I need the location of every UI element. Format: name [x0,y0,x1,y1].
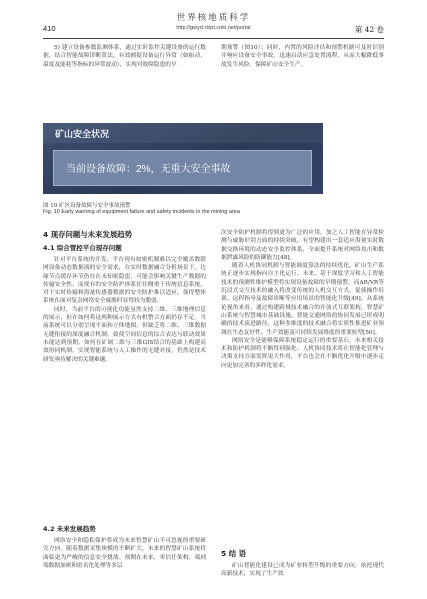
volume-label: 第 42 卷 [354,25,384,34]
status-text: 当前设备故障：2%，无重大安全事故 [66,164,231,175]
paragraph: 期预警（图10）；同时，内置的风险评估和预警机制可及时识别并响应设备安全事故，迅速启动应急处置流程，从而大幅降低事故发生风险，保障矿山安全生产。 [221,45,384,68]
section-heading: 4 现存问题与未来发展趋势 [43,230,133,239]
running-header [43,24,384,34]
paragraph: 针对平台系统的开发，平台现有如密机制难以完全覆盖数联网设备动态数据流的安全需求，在实时数据融合分析场景下，边缘节点缓存环节仍存在未知密隐患，可能会影响关键生产数据的传输安全性。而现有的安全防护体系往往侧重于传统信息系统，对于实时传输和海量传感器数据的安全防护难以适应，使得整体系统在面对复杂网络安全威胁时显得较为脆弱。 [43,257,206,305]
paragraph: 次安全防护机制将得到更为广泛的应用，加之人工智能在异常检测与威胁识别方面的持续突破，有望构建出一套适应海量实时数据交换环境的动态安全监控体系，全面提升系统对网络攻击和数据泄露风险的防御能力[48]。 [221,230,384,261]
left-column-4-1 [43,256,206,520]
right-column [221,229,384,525]
figure-caption-cn: 图 10 矿区设备故障与安全事故预警 [43,203,131,209]
header-divider [43,38,384,39]
paragraph: 随着人机协同机制与智能调度算法的持续优化，矿山生产系统正逐步实现指向自主化运行。未来，基于深度学习和人工智能技术的预测性维护模型将实现设备故障的早期预警，而AR/VR等沉浸式交互技术的融入将改变传统的人机交互方式，促使操作培训、远程指导及故障诊断等应用场景的智能化升级[49]。从系统论视角来看，通过构建跨域技术融合的开放式互联架构，智慧矿山系统与智慧城市基础设施、智能交通网络的协同发展已形成明确的技术演进路径，这种多维度的技术融合将实质性推进矿业领域在生态友好性、生产效能及可持续发展维度的重要转型[50]。 [221,263,384,336]
paragraph: 同时，当前平台的可视化功能虽然支持二维、三维地理信息的展示，但在如何将这两种展示方式有机整合方面仍存不足。当前系统可以分别呈现平面和立体地图，但缺乏将二维、三维数据无缝衔接的深度融合机制，致使空间信息的综合表达与联动效果未能达到预期。如何在矿调二维与三维GIS结合的基础上构建高效协同机制，实现智能系统与人工操作的无缝对接，仍然是技术研发亟待解决的关键难题。 [43,306,206,363]
subsection-heading: 4.2 未来发展趋势 [43,525,96,533]
journal-title: 世界核地质科学 [176,13,251,23]
right-column-conclusion [221,562,384,590]
figure-mine-safety-panel [43,123,323,194]
paragraph: 矿山智能化建设已成为矿业转型升级的重要方向，依托现代高新技术，实现了生产效 [221,563,384,578]
top-left-column [43,44,206,114]
paragraph: 网络安全和隐私保护将成为未来智慧矿山不可忽视的重要研究方向。随着数据采集规模的不断扩大，未来的智慧矿山系统将面临更为严峻的信息安全挑战。预期在未来，零信任架构、端到端数据加密和匿名化处理等多层 [43,538,206,569]
paragraph: 5) 建立设备参数监测体系，通过实时监控关键设备的运行数据，结合智能故障诊断算法，有效捕捉设备运行异常（如振动、温度及能耗等指标的异常波动），实现对故障隐患的早 [43,45,206,68]
panel-title: 矿山安全状况 [55,129,110,139]
page-number: 410 [43,24,56,33]
section-heading: 5 结 语 [221,549,247,558]
left-column-4-2 [43,537,206,589]
status-box [53,150,312,186]
subsection-heading: 4.1 综合管控平台现存问题 [43,244,122,252]
top-right-column [221,44,384,114]
figure-caption-en: Fig. 10 Early warning of equipment failure and safety incidents in the mining area [43,209,240,215]
paragraph: 网络安全是能够保障系统稳定运行的重要基石，未来相关技术和防护机制将不断得到强化；人机协同技术将在智能化管理与决策支持方面发挥更大作用，平台也会在不断优化升级中逐步走向更加完善的多样化需求。 [221,337,384,369]
journal-url[interactable]: http://gwyd.cbpt.cnki.net/portal [176,25,251,31]
